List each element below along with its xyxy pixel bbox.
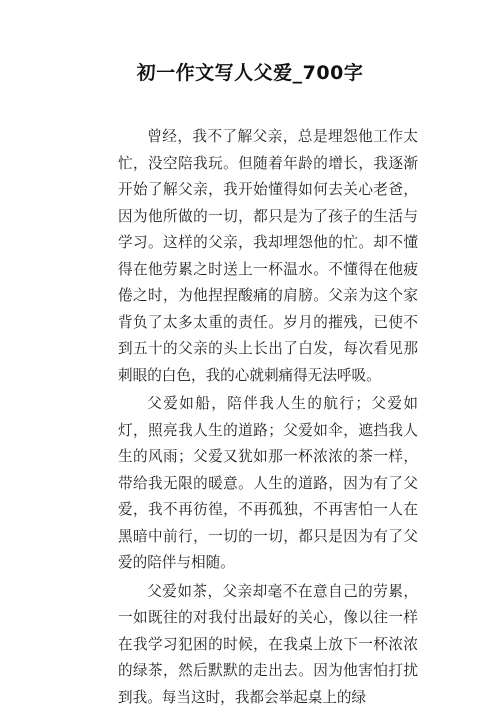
paragraph-1: 曾经，我不了解父亲，总是埋怨他工作太忙，没空陪我玩。但随着年龄的增长，我逐渐开始了解父亲，我开始懂得如何去关心老爸，因为他所做的一切，都只是为了孩子的生活与学习。这样的父亲，我却埋怨他的忙。却不懂得在他劳累之时送上一杯温水。不懂得在他疲倦之时，为他捏捏酸痛的肩膀。父亲为这个家背负了太多太重的责任。岁月的摧残，已使不到五十的父亲的头上长出了白发，每次看见那刺眼的白色，我的心就刺痛得无法呼吸。 [118, 128, 418, 384]
paragraph-2: 父爱如船，陪伴我人生的航行；父爱如灯，照亮我人生的道路；父爱如伞，遮挡我人生的风雨；父爱又犹如那一杯浓浓的茶一样，带给我无限的暖意。人生的道路，因为有了父爱，我不再彷徨，不再孤独，不再害怕一人在黑暗中前行，一切的一切，都只是因为有了父爱的陪伴与相随。 [118, 395, 418, 571]
document-title: 初一作文写人父爱_700字 [136, 62, 364, 84]
document-body [118, 124, 418, 713]
paragraph-3: 父爱如茶，父亲却毫不在意自己的劳累，一如既往的对我付出最好的关心，像以往一样在我学习犯困的时候，在我桌上放下一杯浓浓的绿茶，然后默默的走出去。因为他害怕打扰到我。每当这时，我都会举起桌上的绿 [118, 582, 418, 706]
